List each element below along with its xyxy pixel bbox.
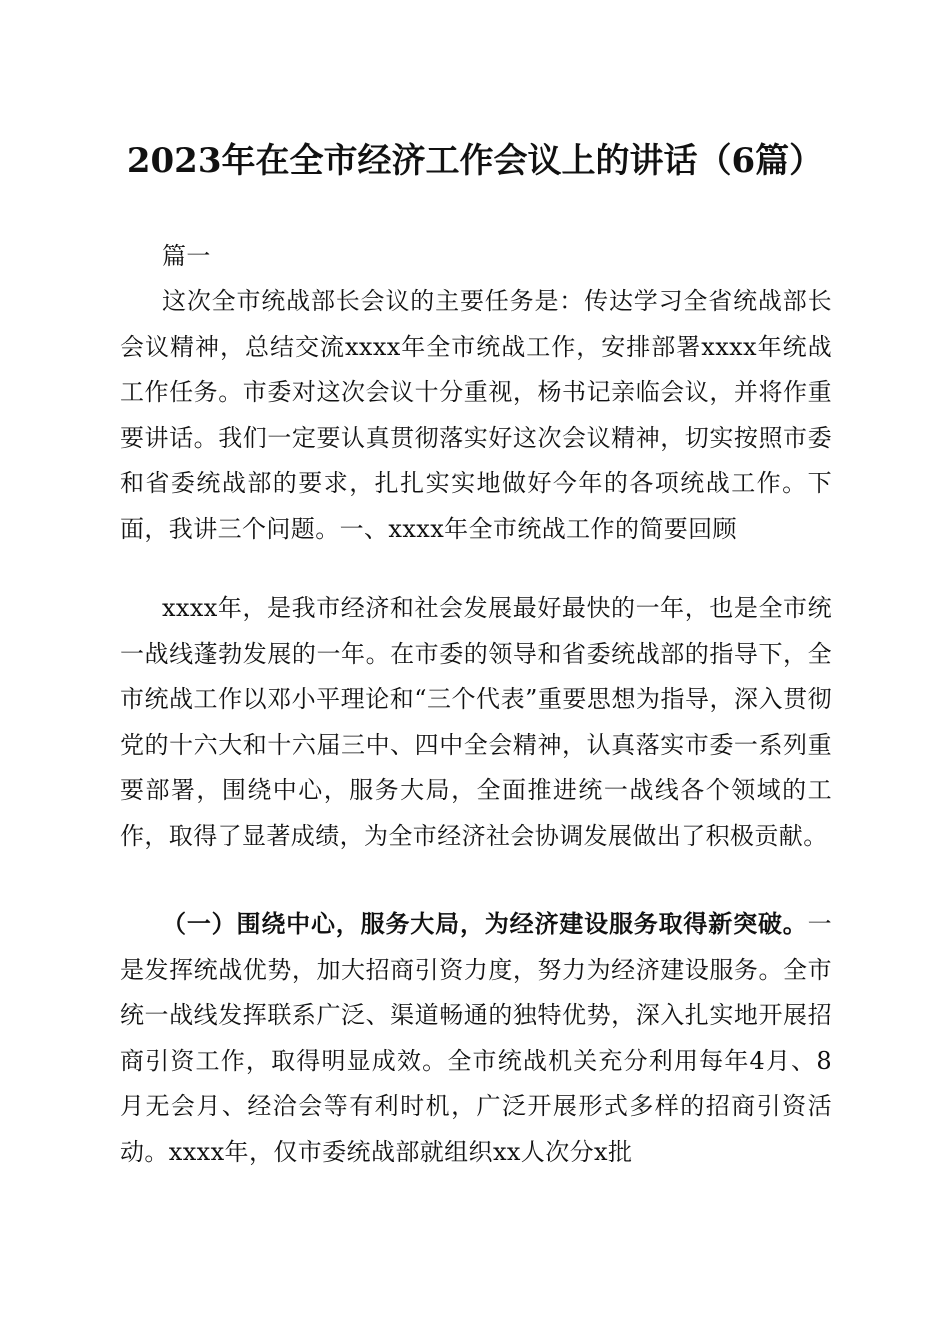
subsection-heading: （一）围绕中心，服务大局，为经济建设服务取得新突破。 <box>162 909 808 938</box>
subsection-text: 一是发挥统战优势，加大招商引资力度，努力为经济建设服务。全市统一战线发挥联系广泛、渠道畅通的独特优势，深入扎实地开展招商引资工作，取得明显成效。全市统战机关充分利用每年4月、8月无会月、经洽会等有利时机，广泛开展形式多样的招商引资活动。xxxx年，仅市委统战部就组织xx人次分x批 <box>120 910 832 1166</box>
document-title: 2023年在全市经济工作会议上的讲话（6篇） <box>126 141 824 181</box>
paragraph-2: xxxx年，是我市经济和社会发展最好最快的一年，也是全市统一战线蓬勃发展的一年。在市委的领导和省委统战部的指导下，全市统战工作以邓小平理论和“三个代表”重要思想为指导，深入贯彻党的十六大和十六届三中、四中全会精神，认真落实市委一系列重要部署，围绕中心，服务大局，全面推进统一战线各个领域的工作，取得了显著成绩，为全市经济社会协调发展做出了积极贡献。 <box>120 594 832 850</box>
section-label: 篇一 <box>162 242 211 270</box>
paragraph-3 <box>120 901 832 1175</box>
paragraph-1: 这次全市统战部长会议的主要任务是：传达学习全省统战部长会议精神，总结交流xxxx年全市统战工作，安排部署xxxx年统战工作任务。市委对这次会议十分重视，杨书记亲临会议，并将作重要讲话。我们一定要认真贯彻落实好这次会议精神，切实按照市委和省委统战部的要求，扎扎实实地做好今年的各项统战工作。下面，我讲三个问题。一、xxxx年全市统战工作的简要回顾 <box>120 287 832 543</box>
